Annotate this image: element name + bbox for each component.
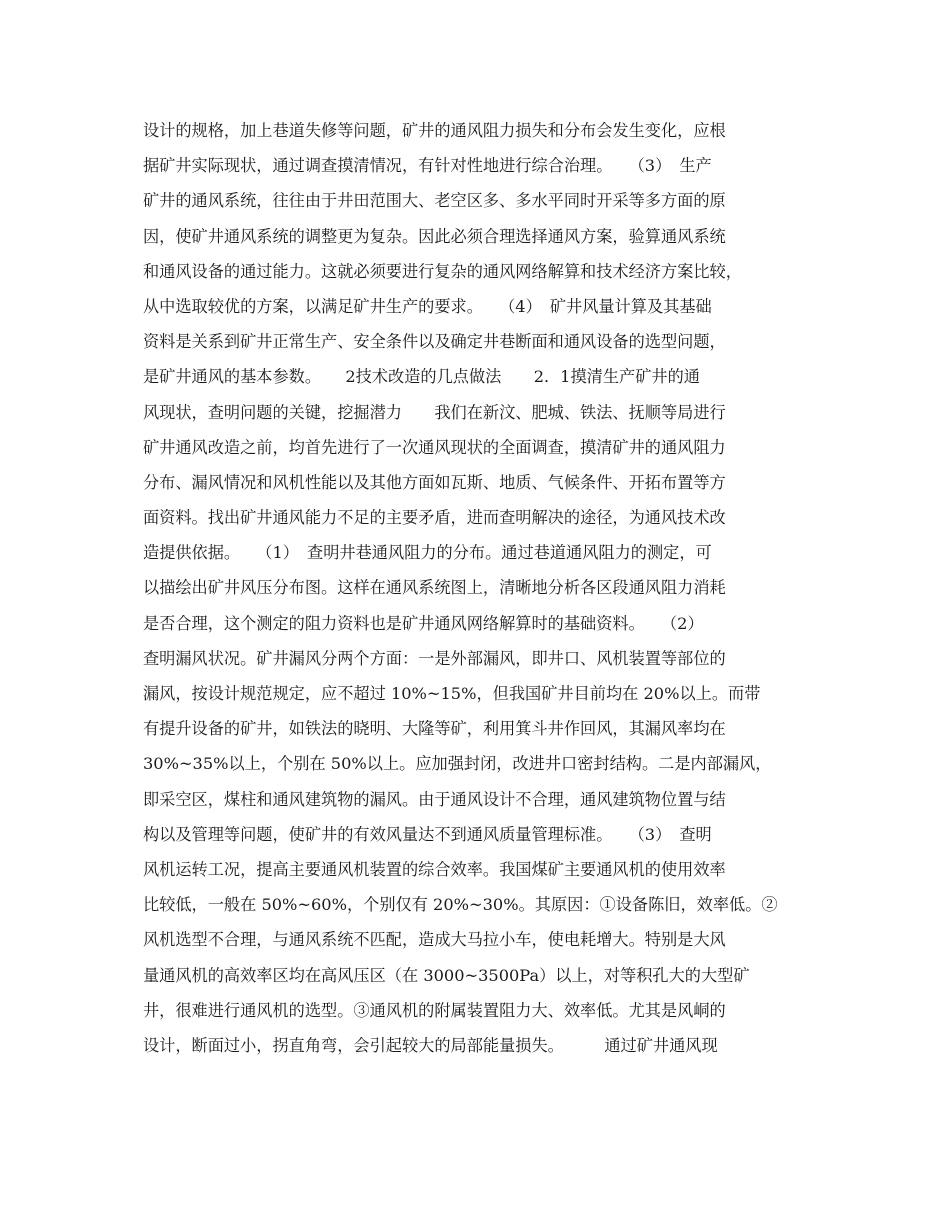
text-line: 分布、漏风情况和风机性能以及其他方面如瓦斯、地质、气候条件、开拓布置等方 — [143, 472, 726, 492]
text-line: 是否合理，这个测定的阻力资料也是矿井通风网络解算时的基础资料。 （2） — [143, 613, 704, 633]
text-line: 据矿井实际现状，通过调查摸清情况，有针对性地进行综合治理。 （3） 生产 — [143, 156, 712, 176]
text-line: 有提升设备的矿井，如铁法的晓明、大隆等矿，利用箕斗井作回风，其漏风率均在 — [143, 719, 726, 739]
text-line: 设计的规格，加上巷道失修等问题，矿井的通风阻力损失和分布会发生变化，应根 — [143, 121, 726, 140]
text-line: 面资料。找出矿井通风能力不足的主要矛盾，进而查明解决的途径，为通风技术改 — [143, 508, 726, 528]
text-line: 构以及管理等问题，使矿井的有效风量达不到通风质量管理标准。 （3） 查明 — [143, 824, 712, 844]
text-line: 是矿井通风的基本参数。 2技术改造的几点做法 2．1摸清生产矿井的通 — [143, 367, 700, 387]
text-line: 从中选取较优的方案，以满足矿井生产的要求。 （4） 矿井风量计算及其基础 — [143, 296, 712, 316]
text-line: 设计，断面过小，拐直角弯，会引起较大的局部能量损失。 通过矿井通风现 — [143, 1035, 718, 1055]
text-line: 查明漏风状况。矿井漏风分两个方面：一是外部漏风，即井口、风机装置等部位的 — [143, 648, 726, 668]
text-line: 和通风设备的通过能力。这就必须要进行复杂的通风网络解算和技术经济方案比较， — [143, 261, 742, 281]
text-line: 30%~35%以上，个别在 50%以上。应加强封闭，改进井口密封结构。二是内部漏风， — [143, 754, 772, 774]
text-line: 资料是关系到矿井正常生产、安全条件以及确定井巷断面和通风设备的选型问题， — [143, 332, 726, 352]
text-line: 矿井的通风系统，往往由于井田范围大、老空区多、多水平同时开采等多方面的原 — [143, 191, 726, 211]
text-line: 量通风机的高效率区均在高风压区（在 3000~3500Pa）以上，对等积孔大的大型矿 — [143, 965, 750, 985]
text-line: 因，使矿井通风系统的调整更为复杂。因此必须合理选择通风方案，验算通风系统 — [143, 226, 726, 246]
body-text — [143, 113, 823, 1063]
text-line: 井，很难进行通风机的选型。③通风机的附属装置阻力大、效率低。尤其是风峒的 — [143, 1000, 726, 1020]
text-line: 矿井通风改造之前，均首先进行了一次通风现状的全面调查，摸清矿井的通风阻力 — [143, 437, 726, 457]
text-line: 以描绘出矿井风压分布图。这样在通风系统图上，清晰地分析各区段通风阻力消耗 — [143, 578, 726, 598]
text-line: 风机运转工况，提高主要通风机装置的综合效率。我国煤矿主要通风机的使用效率 — [143, 859, 726, 879]
text-line: 风现状，查明问题的关键，挖掘潜力 我们在新汶、肥城、铁法、抚顺等局进行 — [143, 402, 726, 422]
text-line: 造提供依据。 （1） 查明井巷通风阻力的分布。通过巷道通风阻力的测定，可 — [143, 543, 712, 563]
text-line: 风机选型不合理，与通风系统不匹配，造成大马拉小车，使电耗增大。特别是大风 — [143, 930, 726, 950]
text-line: 漏风，按设计规范规定，应不超过 10%~15%，但我国矿井目前均在 20%以上。而带 — [143, 684, 761, 703]
text-line: 比较低，一般在 50%~60%，个别仅有 20%~30%。其原因：①设备陈旧，效率低。② — [143, 895, 778, 915]
text-line: 即采空区，煤柱和通风建筑物的漏风。由于通风设计不合理，通风建筑物位置与结 — [143, 789, 726, 809]
